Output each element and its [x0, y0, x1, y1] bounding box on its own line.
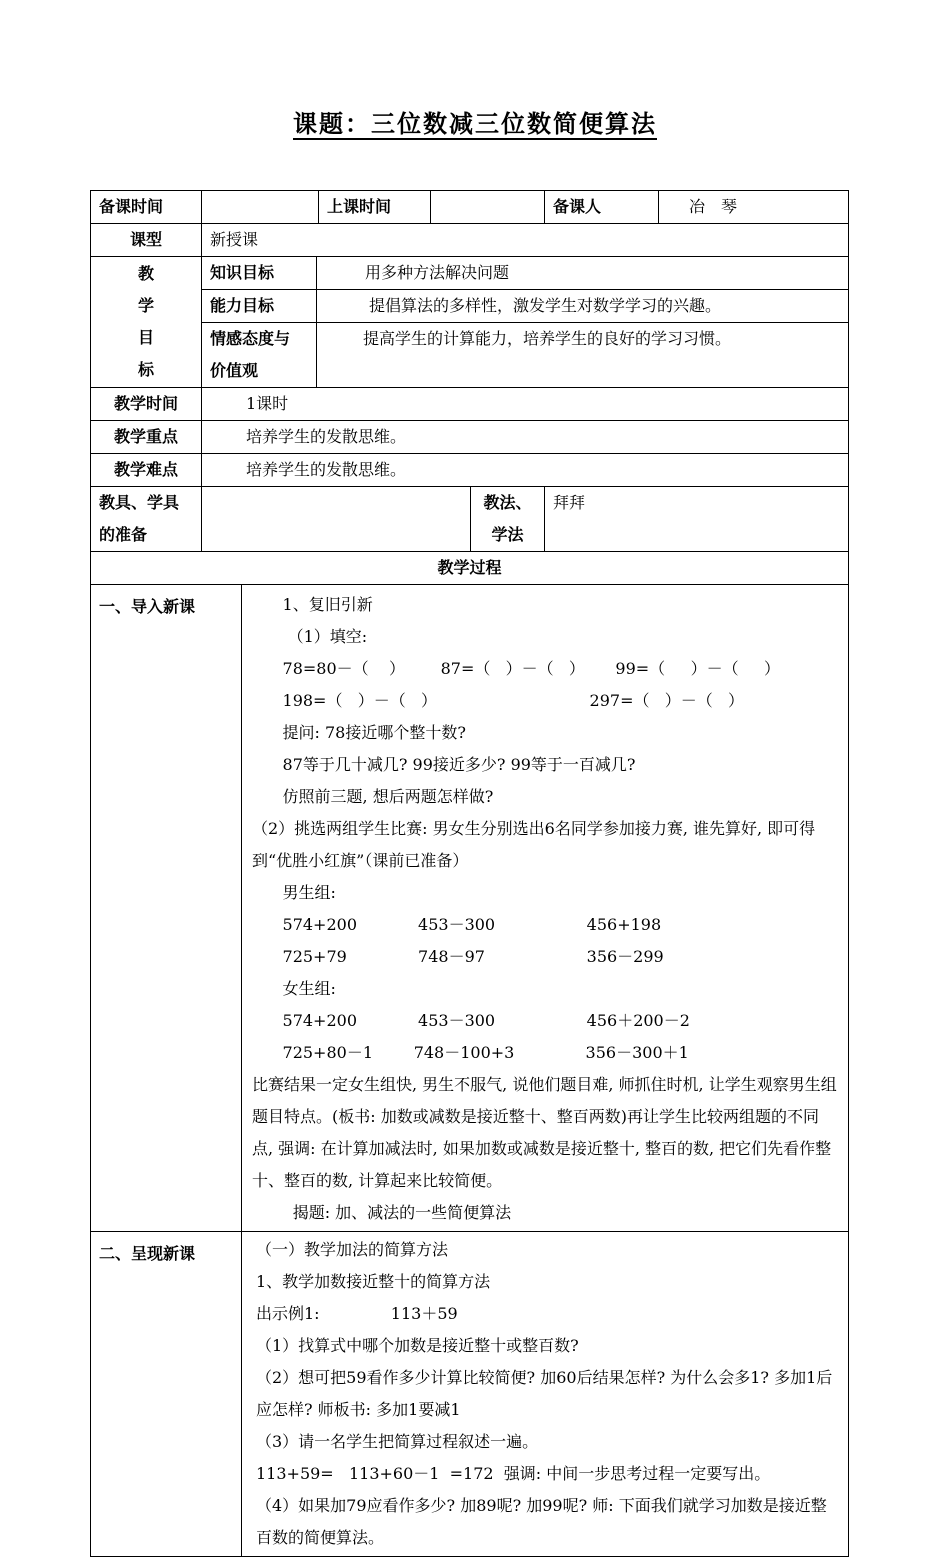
section1-line: 男生组: [252, 883, 336, 902]
difficulty-label: 教学难点 [91, 454, 202, 487]
preparer-label: 备课人 [545, 191, 659, 224]
ability-goal-label: 能力目标 [202, 290, 317, 323]
section2-line: 出示例1: 113＋59 [256, 1304, 458, 1323]
section1-line: 仿照前三题, 想后两题怎样做? [252, 787, 494, 806]
section2-paragraph: （2）想可把59看作多少计算比较简便? 加60后结果怎样? 为什么会多1? 多加1后应怎样? 师板书: 多加1要减1 [256, 1368, 833, 1419]
lesson-type-value: 新授课 [202, 224, 849, 257]
prep-time-label: 备课时间 [91, 191, 202, 224]
section1-line: 提问: 78接近哪个整十数? [252, 723, 466, 742]
teaching-time-value: 1课时 [202, 388, 849, 421]
section1-line: 揭题: 加、减法的一些简便算法 [252, 1203, 512, 1222]
teaching-time-row [91, 388, 849, 421]
section1-line: 女生组: [252, 979, 336, 998]
knowledge-goal-label: 知识目标 [202, 257, 317, 290]
emotion-goal-label: 情感态度与 价值观 [202, 323, 317, 388]
section1-paragraph: （2）挑选两组学生比赛: 男女生分别选出6名同学参加接力赛, 谁先算好, 即可得到“优胜小红旗”（课前已准备） [252, 819, 816, 870]
key-point-label: 教学重点 [91, 421, 202, 454]
lesson-type-row [91, 224, 849, 257]
section1-line: 725+80－1 748－100+3 356－300＋1 [252, 1043, 689, 1062]
section1-content [242, 585, 849, 1232]
section2-line: （一）教学加法的简算方法 [256, 1240, 449, 1259]
section2-line: （3）请一名学生把简算过程叙述一遍。 [256, 1432, 539, 1451]
tools-label: 教具、学具 的准备 [91, 487, 202, 552]
class-time-value [431, 191, 545, 224]
header-row [91, 191, 849, 224]
teaching-time-label: 教学时间 [91, 388, 202, 421]
section2-content [242, 1232, 849, 1557]
section2-paragraph: （4）如果加79应看作多少? 加89呢? 加99呢? 师: 下面我们就学习加数是接近整百数的简便算法。 [256, 1496, 827, 1547]
tools-row [91, 487, 849, 552]
section2-line: 113+59= 113+60－1 =172 强调: 中间一步思考过程一定要写出。 [256, 1464, 771, 1483]
section1-line: 198=（ ）－（ ） 297=（ ）－（ ） [252, 691, 745, 710]
page-title: 课题：三位数减三位数简便算法 [293, 109, 657, 138]
prep-time-value [202, 191, 319, 224]
emotion-goal-value: 提高学生的计算能力，培养学生的良好的学习习惯。 [317, 323, 849, 388]
key-point-value: 培养学生的发散思维。 [202, 421, 849, 454]
method-label: 教法、 学法 [471, 487, 545, 552]
section1-line: 78=80－（ ） 87=（ ）－（ ） 99=（ ）－（ ） [252, 659, 781, 678]
lesson-plan-table [90, 190, 849, 1557]
ability-goal-value: 提倡算法的多样性，激发学生对数学学习的兴趣。 [317, 290, 849, 323]
key-point-row [91, 421, 849, 454]
section1-line: 87等于几十减几? 99接近多少? 99等于一百减几? [252, 755, 636, 774]
process-header: 教学过程 [91, 552, 849, 585]
process-header-row [91, 552, 849, 585]
knowledge-goal-value: 用多种方法解决问题 [317, 257, 849, 290]
section2-label: 二、呈现新课 [91, 1232, 242, 1557]
section1-line: 574+200 453－300 456+198 [252, 915, 662, 934]
objective-knowledge-row [91, 257, 849, 290]
section2-row [91, 1232, 849, 1557]
tools-value [202, 487, 471, 552]
method-value: 拜拜 [545, 487, 849, 552]
section1-paragraph: 比赛结果一定女生组快, 男生不服气, 说他们题目难, 师抓住时机, 让学生观察男生组题目特点。(板书: 加数或减数是接近整十、整百两数)再让学生比较两组题的不同点, 强调: 在计算加减法时, 如果加数或减数是接近整十, 整百的数, 把它们先看作整十、整百的数, 计算起来比较简便。 [252, 1075, 837, 1190]
section1-row [91, 585, 849, 1232]
section2-line: （1）找算式中哪个加数是接近整十或整百数? [256, 1336, 579, 1355]
objective-ability-row [91, 290, 849, 323]
difficulty-value: 培养学生的发散思维。 [202, 454, 849, 487]
lesson-type-label: 课型 [91, 224, 202, 257]
preparer-value: 冶 琴 [659, 191, 849, 224]
objective-emotion-row [91, 323, 849, 388]
objectives-side-label: 教 学 目 标 [91, 257, 202, 388]
section1-line: 574+200 453－300 456＋200－2 [252, 1011, 690, 1030]
section2-line: 1、教学加数接近整十的简算方法 [256, 1272, 491, 1291]
section1-line: 1、复旧引新 [252, 595, 373, 614]
difficulty-row [91, 454, 849, 487]
section1-label: 一、导入新课 [91, 585, 242, 1232]
class-time-label: 上课时间 [319, 191, 431, 224]
section1-line: 725+79 748－97 356－299 [252, 947, 664, 966]
section1-line: （1）填空: [252, 627, 368, 646]
